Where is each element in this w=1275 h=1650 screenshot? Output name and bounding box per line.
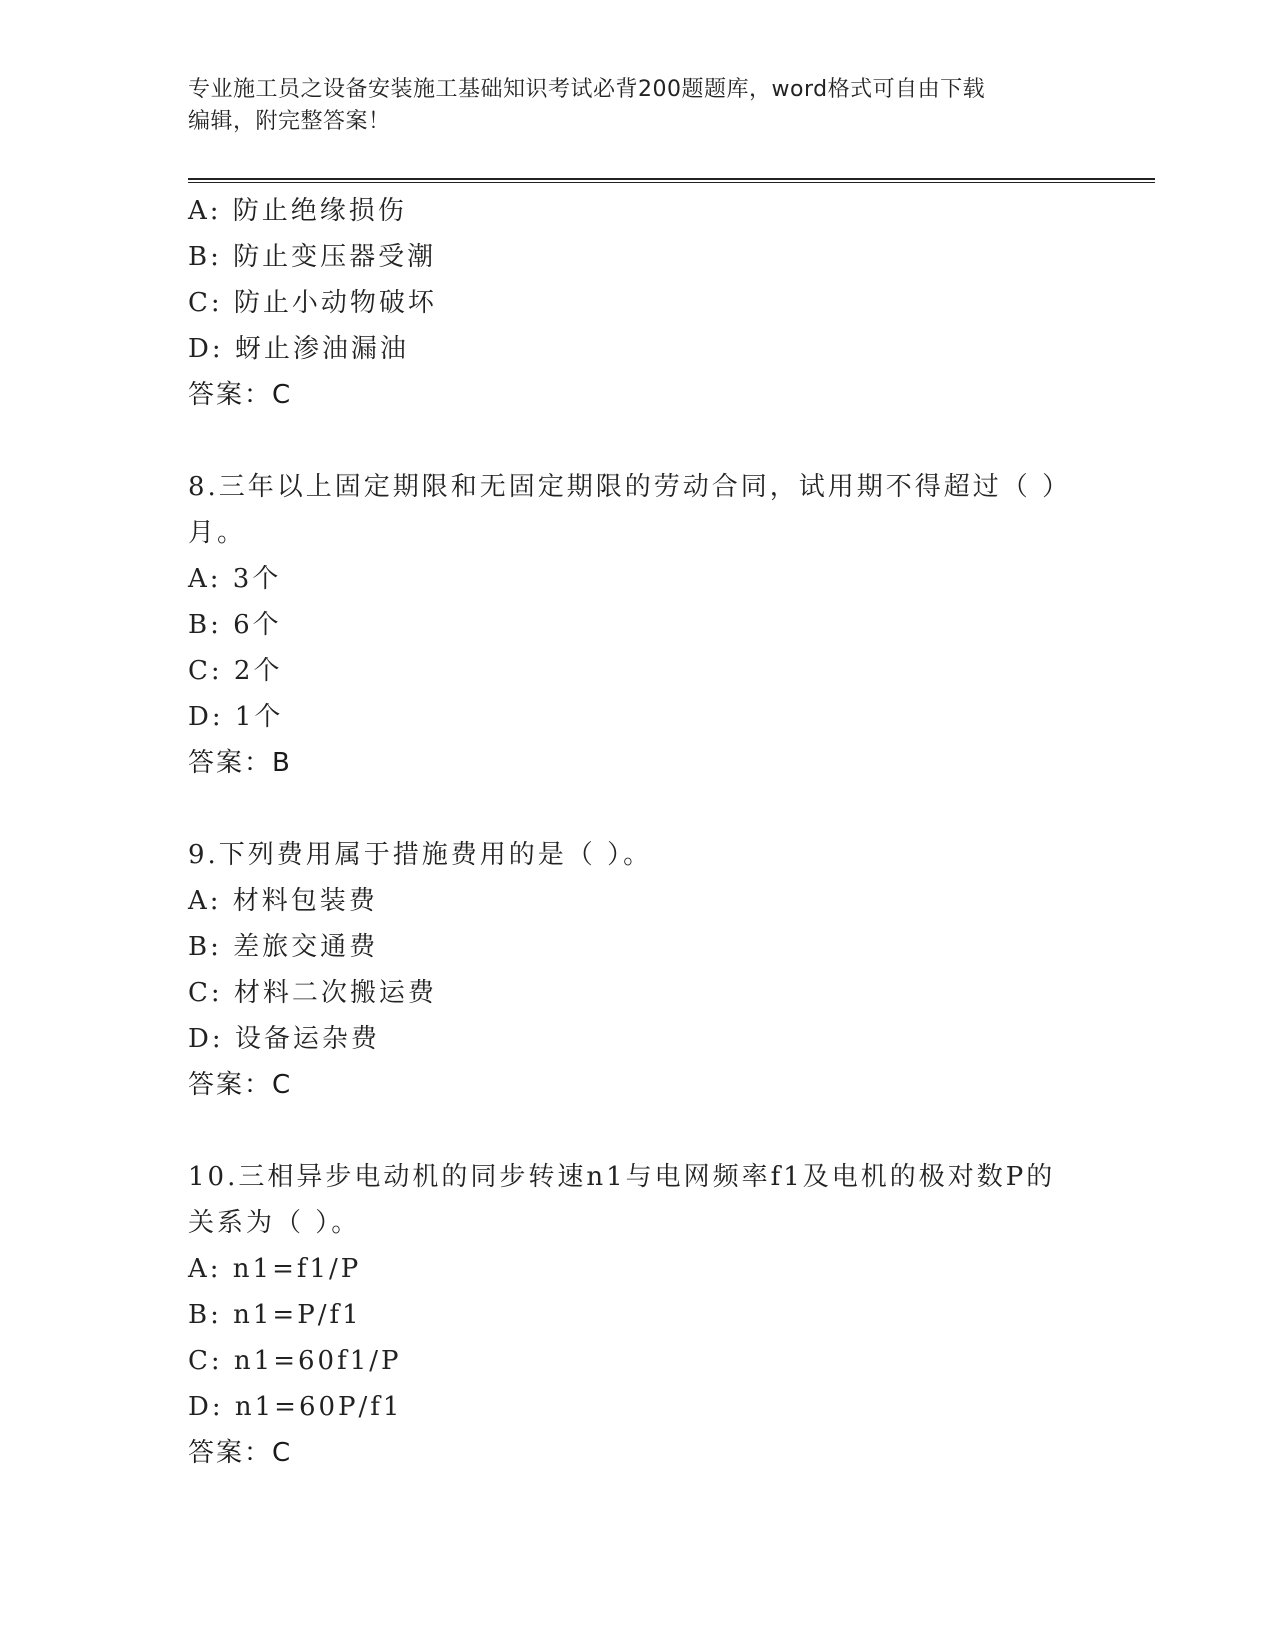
question-stem: 10.三相异步电动机的同步转速n1与电网频率f1及电机的极对数P的 [188,1162,1056,1192]
option-b: B: 防止变压器受潮 [188,242,437,272]
option-d: D: n1=60P/f1 [188,1392,403,1422]
option-a: A: 防止绝缘损伤 [188,196,407,226]
answer: 答案：C [188,1070,293,1100]
option-d: D: 蚜止渗油漏油 [188,334,409,364]
question-9 [188,832,1088,1108]
option-a: A: 材料包装费 [188,886,378,916]
question-8 [188,464,1088,786]
option-c: C: 材料二次搬运费 [188,978,437,1008]
option-c: C: 2个 [188,656,283,686]
answer: 答案：B [188,748,292,778]
question-10 [188,1154,1088,1476]
option-c: C: 防止小动物破坏 [188,288,437,318]
question-7 [188,188,1088,418]
header-line-2: 编辑，附完整答案！ [188,109,391,134]
answer: 答案：C [188,380,293,410]
option-c: C: n1=60f1/P [188,1346,402,1376]
question-stem: 9.下列费用属于措施费用的是（ ）。 [188,840,653,870]
option-d: D: 1个 [188,702,284,732]
option-b: B: n1=P/f1 [188,1300,362,1330]
header-line-1: 专业施工员之设备安装施工基础知识考试必背200题题库，word格式可自由下载 [188,77,986,102]
question-list [188,188,1088,1476]
spacer [188,786,1088,832]
answer: 答案：C [188,1438,293,1468]
option-b: B: 6个 [188,610,282,640]
spacer [188,1108,1088,1154]
question-stem-continued: 月。 [188,518,247,548]
option-d: D: 设备运杂费 [188,1024,380,1054]
option-b: B: 差旅交通费 [188,932,379,962]
spacer [188,418,1088,464]
option-a: A: 3个 [188,564,282,594]
question-stem-continued: 关系为（ ）。 [188,1208,361,1238]
question-stem: 8.三年以上固定期限和无固定期限的劳动合同，试用期不得超过（ ） [188,472,1072,502]
header-divider [188,178,1155,183]
option-a: A: n1=f1/P [188,1254,362,1284]
document-header [188,74,1088,138]
